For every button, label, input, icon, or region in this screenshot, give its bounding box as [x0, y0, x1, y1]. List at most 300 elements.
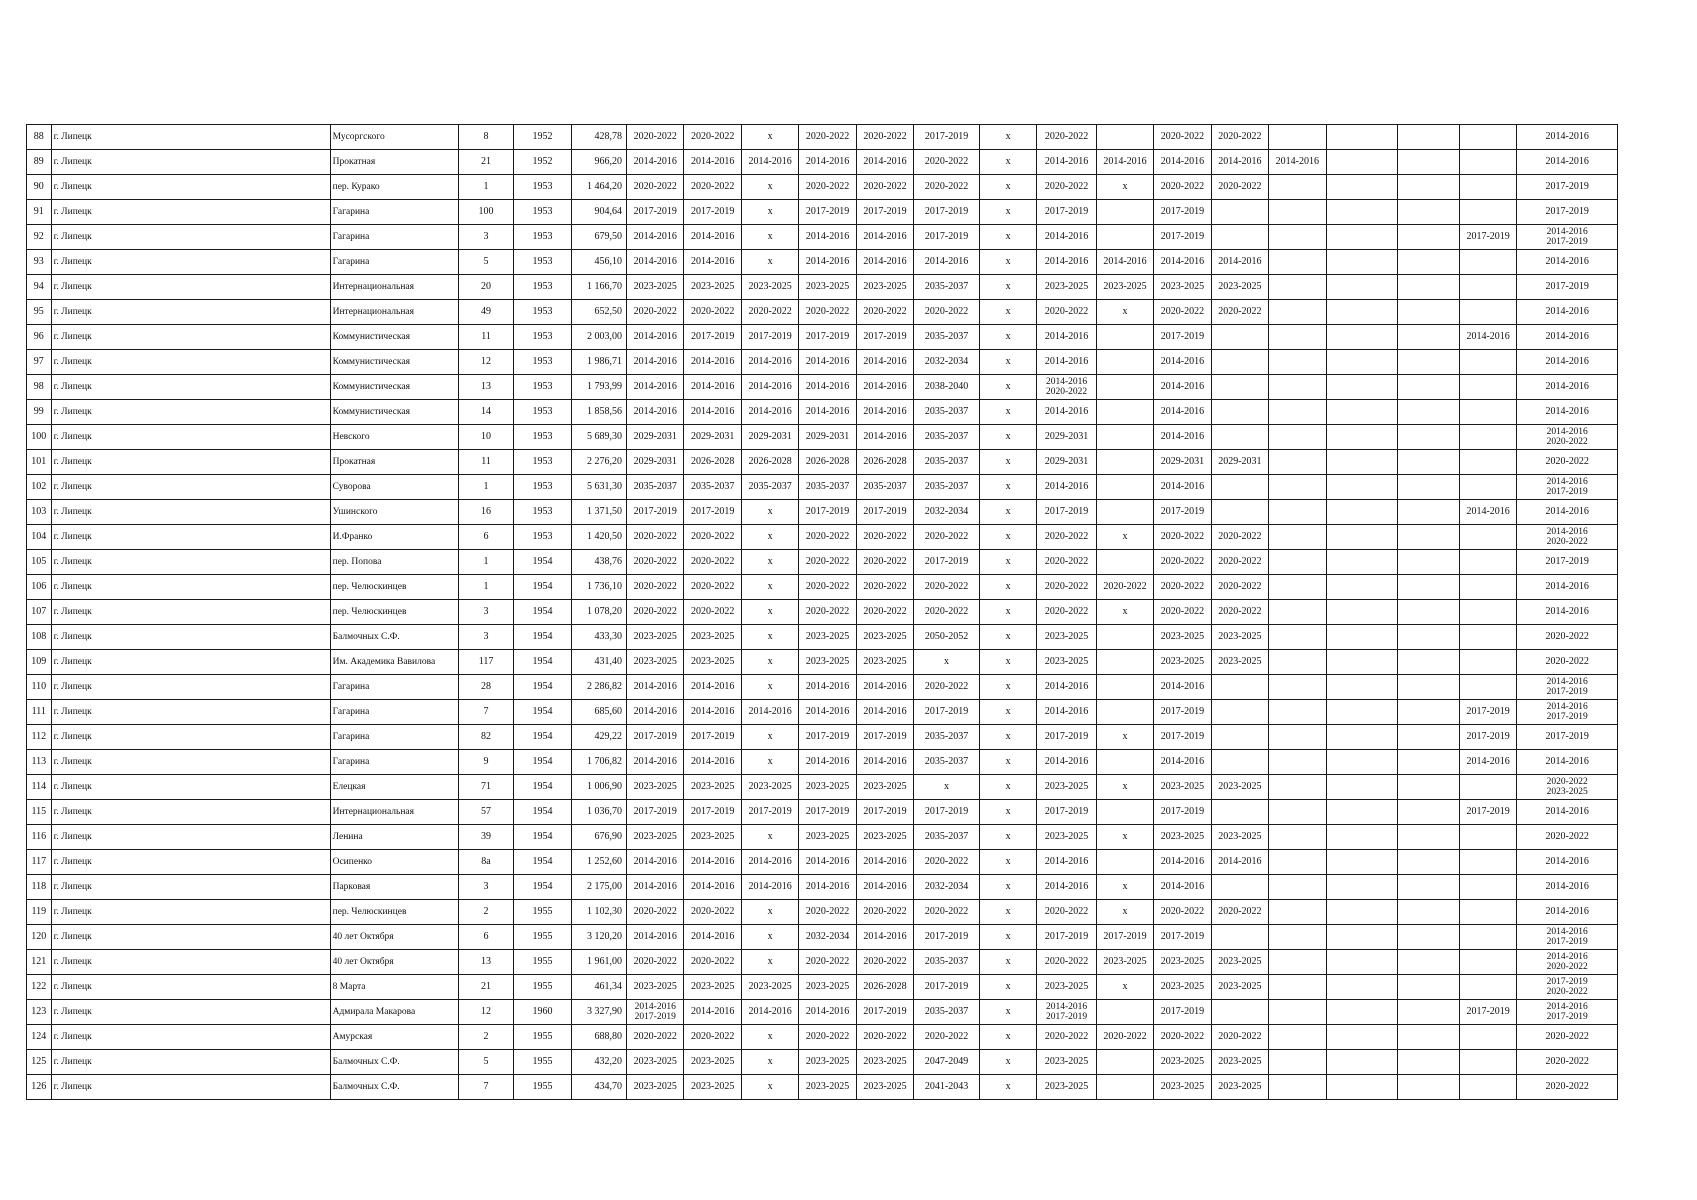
cell-repair-c1: 2023-2025	[627, 1050, 684, 1075]
cell-repair-c5: 2014-2016	[856, 375, 913, 400]
cell-repair-c14	[1398, 400, 1460, 425]
cell-street: 40 лет Октября	[330, 950, 458, 975]
cell-repair-c4: 2023-2025	[799, 275, 856, 300]
cell-repair-c15: 2017-2019	[1459, 700, 1516, 725]
cell-repair-c9: х	[1096, 175, 1153, 200]
cell-repair-c10: 2014-2016	[1154, 750, 1211, 775]
table-row	[27, 125, 1618, 150]
cell-repair-c4: 2014-2016	[799, 1000, 856, 1025]
cell-street: 8 Марта	[330, 975, 458, 1000]
cell-repair-c6: 2017-2019	[914, 550, 980, 575]
cell-repair-c16: 2014-2016	[1517, 875, 1618, 900]
cell-repair-c6: 2020-2022	[914, 150, 980, 175]
cell-house-number: 28	[458, 675, 513, 700]
cell-repair-c13	[1326, 350, 1398, 375]
cell-repair-c5: 2014-2016	[856, 425, 913, 450]
cell-repair-c15	[1459, 600, 1516, 625]
cell-row-number: 96	[27, 325, 52, 350]
cell-repair-c6: 2017-2019	[914, 800, 980, 825]
cell-city: г. Липецк	[51, 1075, 330, 1100]
cell-repair-c13	[1326, 150, 1398, 175]
cell-repair-c14	[1398, 775, 1460, 800]
cell-repair-c5: 2023-2025	[856, 775, 913, 800]
cell-repair-c8: 2020-2022	[1037, 900, 1096, 925]
cell-repair-c14	[1398, 550, 1460, 575]
cell-build-year: 1953	[514, 325, 571, 350]
cell-repair-c13	[1326, 700, 1398, 725]
cell-house-number: 71	[458, 775, 513, 800]
table-row	[27, 650, 1618, 675]
cell-repair-c13	[1326, 175, 1398, 200]
cell-repair-c2: 2020-2022	[684, 600, 741, 625]
cell-repair-c9: х	[1096, 775, 1153, 800]
cell-repair-c10: 2023-2025	[1154, 975, 1211, 1000]
cell-repair-c3: х	[741, 900, 798, 925]
cell-area: 431,40	[571, 650, 626, 675]
cell-repair-c9: 2020-2022	[1096, 1025, 1153, 1050]
cell-repair-c5: 2023-2025	[856, 1075, 913, 1100]
cell-street: Им. Академика Вавилова	[330, 650, 458, 675]
cell-house-number: 11	[458, 450, 513, 475]
table-row	[27, 350, 1618, 375]
cell-repair-c1: 2014-2016	[627, 400, 684, 425]
cell-repair-c4: 2014-2016	[799, 850, 856, 875]
cell-repair-c13	[1326, 600, 1398, 625]
cell-repair-c12	[1269, 725, 1326, 750]
cell-repair-c2: 2014-2016	[684, 700, 741, 725]
cell-build-year: 1954	[514, 875, 571, 900]
table-row	[27, 1000, 1618, 1025]
cell-repair-c11: 2020-2022	[1211, 1025, 1268, 1050]
cell-repair-c15	[1459, 1050, 1516, 1075]
cell-repair-c3: 2014-2016	[741, 700, 798, 725]
cell-build-year: 1954	[514, 675, 571, 700]
cell-repair-c9	[1096, 125, 1153, 150]
cell-street: Ушинского	[330, 500, 458, 525]
cell-repair-c10: 2014-2016	[1154, 475, 1211, 500]
table-row	[27, 175, 1618, 200]
cell-repair-c5: 2017-2019	[856, 725, 913, 750]
cell-city: г. Липецк	[51, 950, 330, 975]
cell-repair-c16: 2014-2016	[1517, 250, 1618, 275]
cell-repair-c14	[1398, 450, 1460, 475]
cell-street: Гагарина	[330, 750, 458, 775]
cell-city: г. Липецк	[51, 425, 330, 450]
cell-repair-c16: 2017-2019	[1517, 550, 1618, 575]
cell-repair-c3: х	[741, 1050, 798, 1075]
cell-repair-c9	[1096, 450, 1153, 475]
cell-repair-c10: 2020-2022	[1154, 600, 1211, 625]
cell-build-year: 1952	[514, 150, 571, 175]
cell-repair-c10: 2014-2016	[1154, 150, 1211, 175]
cell-area: 1 036,70	[571, 800, 626, 825]
cell-repair-c16: 2014-2016	[1517, 800, 1618, 825]
cell-repair-c2: 2017-2019	[684, 200, 741, 225]
cell-repair-c9: 2020-2022	[1096, 575, 1153, 600]
cell-repair-c2: 2023-2025	[684, 1050, 741, 1075]
cell-repair-c3: 2020-2022	[741, 300, 798, 325]
table-row	[27, 725, 1618, 750]
cell-row-number: 125	[27, 1050, 52, 1075]
cell-repair-c1: 2014-2016	[627, 225, 684, 250]
cell-repair-c1: 2020-2022	[627, 125, 684, 150]
cell-city: г. Липецк	[51, 450, 330, 475]
cell-repair-c9	[1096, 1000, 1153, 1025]
cell-repair-c15: 2017-2019	[1459, 800, 1516, 825]
cell-city: г. Липецк	[51, 1000, 330, 1025]
cell-repair-c6: 2041-2043	[914, 1075, 980, 1100]
cell-repair-c3: х	[741, 1025, 798, 1050]
cell-repair-c3: 2023-2025	[741, 975, 798, 1000]
cell-repair-c16: 2020-2022	[1517, 1050, 1618, 1075]
cell-repair-c12	[1269, 600, 1326, 625]
cell-repair-c4: 2023-2025	[799, 825, 856, 850]
cell-repair-c14	[1398, 225, 1460, 250]
cell-repair-c1: 2017-2019	[627, 500, 684, 525]
cell-repair-c16: 2020-2022 2023-2025	[1517, 775, 1618, 800]
cell-area: 434,70	[571, 1075, 626, 1100]
cell-repair-c12	[1269, 125, 1326, 150]
cell-repair-c16: 2014-2016 2017-2019	[1517, 700, 1618, 725]
cell-repair-c15	[1459, 1025, 1516, 1050]
cell-repair-c5: 2014-2016	[856, 150, 913, 175]
cell-repair-c9	[1096, 675, 1153, 700]
cell-street: Осипенко	[330, 850, 458, 875]
cell-area: 1 078,20	[571, 600, 626, 625]
cell-repair-c14	[1398, 425, 1460, 450]
cell-repair-c12	[1269, 200, 1326, 225]
cell-repair-c3: х	[741, 650, 798, 675]
cell-repair-c10: 2023-2025	[1154, 950, 1211, 975]
cell-repair-c12	[1269, 775, 1326, 800]
table-row	[27, 1025, 1618, 1050]
cell-repair-c5: 2014-2016	[856, 250, 913, 275]
cell-build-year: 1953	[514, 250, 571, 275]
cell-street: 40 лет Октября	[330, 925, 458, 950]
cell-house-number: 1	[458, 175, 513, 200]
cell-build-year: 1954	[514, 850, 571, 875]
cell-repair-c2: 2020-2022	[684, 300, 741, 325]
cell-repair-c15	[1459, 125, 1516, 150]
cell-repair-c14	[1398, 650, 1460, 675]
cell-area: 428,78	[571, 125, 626, 150]
cell-street: пер. Челюскинцев	[330, 900, 458, 925]
cell-repair-c8: 2014-2016 2020-2022	[1037, 375, 1096, 400]
cell-repair-c4: 2032-2034	[799, 925, 856, 950]
cell-repair-c16: 2014-2016	[1517, 900, 1618, 925]
cell-street: Гагарина	[330, 700, 458, 725]
cell-repair-c3: 2014-2016	[741, 350, 798, 375]
cell-repair-c13	[1326, 500, 1398, 525]
table-row	[27, 750, 1618, 775]
cell-repair-c6: 2020-2022	[914, 175, 980, 200]
cell-area: 429,22	[571, 725, 626, 750]
cell-row-number: 115	[27, 800, 52, 825]
cell-city: г. Липецк	[51, 700, 330, 725]
cell-repair-c8: 2023-2025	[1037, 650, 1096, 675]
cell-repair-c8: 2023-2025	[1037, 1075, 1096, 1100]
cell-repair-c9: х	[1096, 725, 1153, 750]
cell-repair-c2: 2026-2028	[684, 450, 741, 475]
cell-repair-c11: 2020-2022	[1211, 575, 1268, 600]
cell-repair-c9: х	[1096, 300, 1153, 325]
table-row	[27, 575, 1618, 600]
cell-repair-c4: 2020-2022	[799, 600, 856, 625]
cell-repair-c10: 2023-2025	[1154, 625, 1211, 650]
cell-street: Интернациональная	[330, 275, 458, 300]
cell-repair-c13	[1326, 875, 1398, 900]
cell-city: г. Липецк	[51, 825, 330, 850]
cell-repair-c2: 2023-2025	[684, 625, 741, 650]
cell-area: 1 736,10	[571, 575, 626, 600]
cell-street: Елецкая	[330, 775, 458, 800]
cell-row-number: 90	[27, 175, 52, 200]
cell-build-year: 1955	[514, 1075, 571, 1100]
cell-row-number: 124	[27, 1025, 52, 1050]
table-row	[27, 1050, 1618, 1075]
cell-repair-c4: 2014-2016	[799, 225, 856, 250]
cell-repair-c10: 2020-2022	[1154, 300, 1211, 325]
cell-repair-c10: 2029-2031	[1154, 450, 1211, 475]
cell-city: г. Липецк	[51, 375, 330, 400]
cell-repair-c10: 2020-2022	[1154, 550, 1211, 575]
cell-build-year: 1955	[514, 900, 571, 925]
cell-house-number: 14	[458, 400, 513, 425]
cell-repair-c7: х	[979, 150, 1036, 175]
cell-repair-c4: 2017-2019	[799, 200, 856, 225]
cell-repair-c13	[1326, 300, 1398, 325]
cell-area: 5 689,30	[571, 425, 626, 450]
cell-repair-c13	[1326, 725, 1398, 750]
cell-repair-c12	[1269, 850, 1326, 875]
cell-repair-c8: 2017-2019	[1037, 800, 1096, 825]
cell-repair-c8: 2020-2022	[1037, 1025, 1096, 1050]
cell-repair-c13	[1326, 775, 1398, 800]
cell-row-number: 107	[27, 600, 52, 625]
cell-repair-c16: 2014-2016 2017-2019	[1517, 225, 1618, 250]
cell-street: Прокатная	[330, 450, 458, 475]
table-row	[27, 925, 1618, 950]
cell-repair-c1: 2017-2019	[627, 725, 684, 750]
cell-repair-c10: 2014-2016	[1154, 850, 1211, 875]
cell-repair-c14	[1398, 1000, 1460, 1025]
cell-repair-c7: х	[979, 850, 1036, 875]
cell-repair-c2: 2029-2031	[684, 425, 741, 450]
cell-repair-c6: х	[914, 650, 980, 675]
cell-repair-c11	[1211, 475, 1268, 500]
cell-area: 1 371,50	[571, 500, 626, 525]
cell-repair-c10: 2017-2019	[1154, 800, 1211, 825]
cell-house-number: 11	[458, 325, 513, 350]
cell-repair-c9	[1096, 425, 1153, 450]
cell-house-number: 20	[458, 275, 513, 300]
cell-repair-c6: 2035-2037	[914, 425, 980, 450]
cell-area: 1 986,71	[571, 350, 626, 375]
cell-repair-c1: 2020-2022	[627, 175, 684, 200]
cell-repair-c6: 2035-2037	[914, 450, 980, 475]
cell-repair-c4: 2023-2025	[799, 1050, 856, 1075]
cell-repair-c14	[1398, 1050, 1460, 1075]
cell-repair-c11: 2014-2016	[1211, 850, 1268, 875]
cell-repair-c6: 2020-2022	[914, 300, 980, 325]
cell-street: Интернациональная	[330, 300, 458, 325]
cell-repair-c11: 2029-2031	[1211, 450, 1268, 475]
cell-repair-c10: 2014-2016	[1154, 350, 1211, 375]
cell-repair-c4: 2029-2031	[799, 425, 856, 450]
cell-repair-c15	[1459, 175, 1516, 200]
cell-repair-c3: 2014-2016	[741, 850, 798, 875]
cell-repair-c6: 2032-2034	[914, 875, 980, 900]
cell-repair-c7: х	[979, 600, 1036, 625]
cell-repair-c2: 2035-2037	[684, 475, 741, 500]
cell-repair-c3: 2023-2025	[741, 275, 798, 300]
cell-city: г. Липецк	[51, 275, 330, 300]
cell-repair-c4: 2017-2019	[799, 800, 856, 825]
cell-repair-c15	[1459, 300, 1516, 325]
cell-repair-c14	[1398, 875, 1460, 900]
cell-house-number: 100	[458, 200, 513, 225]
cell-repair-c8: 2014-2016	[1037, 350, 1096, 375]
cell-repair-c11	[1211, 675, 1268, 700]
cell-repair-c2: 2020-2022	[684, 175, 741, 200]
cell-repair-c6: 2038-2040	[914, 375, 980, 400]
cell-repair-c6: 2020-2022	[914, 1025, 980, 1050]
cell-repair-c15: 2017-2019	[1459, 1000, 1516, 1025]
cell-repair-c15	[1459, 425, 1516, 450]
cell-repair-c3: 2029-2031	[741, 425, 798, 450]
cell-repair-c5: 2026-2028	[856, 450, 913, 475]
cell-city: г. Липецк	[51, 650, 330, 675]
cell-build-year: 1954	[514, 750, 571, 775]
cell-repair-c6: 2047-2049	[914, 1050, 980, 1075]
table-row	[27, 600, 1618, 625]
cell-repair-c1: 2020-2022	[627, 525, 684, 550]
table-row	[27, 400, 1618, 425]
cell-repair-c7: х	[979, 925, 1036, 950]
cell-repair-c16: 2014-2016	[1517, 150, 1618, 175]
cell-repair-c12	[1269, 500, 1326, 525]
cell-repair-c5: 2020-2022	[856, 900, 913, 925]
cell-repair-c7: х	[979, 250, 1036, 275]
cell-area: 1 102,30	[571, 900, 626, 925]
cell-city: г. Липецк	[51, 725, 330, 750]
cell-repair-c15	[1459, 875, 1516, 900]
housing-repair-schedule-table	[26, 124, 1618, 1100]
cell-city: г. Липецк	[51, 975, 330, 1000]
cell-repair-c15	[1459, 650, 1516, 675]
cell-repair-c9: 2023-2025	[1096, 275, 1153, 300]
table-row	[27, 475, 1618, 500]
cell-repair-c3: 2017-2019	[741, 325, 798, 350]
cell-repair-c14	[1398, 600, 1460, 625]
cell-repair-c15: 2017-2019	[1459, 225, 1516, 250]
cell-street: Амурская	[330, 1025, 458, 1050]
cell-repair-c13	[1326, 975, 1398, 1000]
cell-repair-c10: 2023-2025	[1154, 650, 1211, 675]
cell-repair-c5: 2014-2016	[856, 400, 913, 425]
cell-repair-c13	[1326, 625, 1398, 650]
cell-repair-c14	[1398, 200, 1460, 225]
cell-repair-c1: 2017-2019	[627, 200, 684, 225]
cell-repair-c10: 2014-2016	[1154, 250, 1211, 275]
cell-repair-c2: 2014-2016	[684, 675, 741, 700]
cell-repair-c9	[1096, 625, 1153, 650]
cell-repair-c14	[1398, 250, 1460, 275]
cell-repair-c4: 2014-2016	[799, 700, 856, 725]
cell-repair-c10: 2020-2022	[1154, 575, 1211, 600]
cell-repair-c12	[1269, 925, 1326, 950]
cell-build-year: 1960	[514, 1000, 571, 1025]
cell-area: 2 286,82	[571, 675, 626, 700]
cell-repair-c13	[1326, 550, 1398, 575]
cell-repair-c2: 2014-2016	[684, 225, 741, 250]
cell-repair-c1: 2029-2031	[627, 450, 684, 475]
cell-repair-c16: 2017-2019	[1517, 275, 1618, 300]
cell-street: Коммунистическая	[330, 350, 458, 375]
cell-repair-c9	[1096, 550, 1153, 575]
cell-row-number: 106	[27, 575, 52, 600]
cell-repair-c16: 2017-2019 2020-2022	[1517, 975, 1618, 1000]
cell-repair-c11	[1211, 500, 1268, 525]
cell-house-number: 3	[458, 875, 513, 900]
cell-repair-c10: 2014-2016	[1154, 375, 1211, 400]
cell-repair-c3: х	[741, 925, 798, 950]
cell-repair-c5: 2023-2025	[856, 275, 913, 300]
cell-repair-c14	[1398, 500, 1460, 525]
cell-repair-c11: 2023-2025	[1211, 1050, 1268, 1075]
cell-row-number: 102	[27, 475, 52, 500]
cell-house-number: 57	[458, 800, 513, 825]
cell-repair-c13	[1326, 400, 1398, 425]
cell-repair-c6: 2035-2037	[914, 950, 980, 975]
cell-area: 1 420,50	[571, 525, 626, 550]
table-row	[27, 975, 1618, 1000]
cell-city: г. Липецк	[51, 850, 330, 875]
cell-repair-c13	[1326, 125, 1398, 150]
cell-repair-c13	[1326, 200, 1398, 225]
cell-house-number: 39	[458, 825, 513, 850]
cell-repair-c11	[1211, 800, 1268, 825]
cell-city: г. Липецк	[51, 325, 330, 350]
cell-repair-c1: 2023-2025	[627, 775, 684, 800]
cell-house-number: 6	[458, 525, 513, 550]
cell-repair-c8: 2014-2016 2017-2019	[1037, 1000, 1096, 1025]
cell-repair-c1: 2035-2037	[627, 475, 684, 500]
cell-repair-c8: 2020-2022	[1037, 175, 1096, 200]
cell-repair-c6: 2035-2037	[914, 400, 980, 425]
table-row	[27, 700, 1618, 725]
cell-house-number: 49	[458, 300, 513, 325]
cell-repair-c13	[1326, 475, 1398, 500]
cell-repair-c12	[1269, 950, 1326, 975]
cell-repair-c7: х	[979, 975, 1036, 1000]
cell-repair-c7: х	[979, 375, 1036, 400]
cell-street: Коммунистическая	[330, 325, 458, 350]
cell-repair-c3: х	[741, 200, 798, 225]
cell-repair-c13	[1326, 225, 1398, 250]
cell-city: г. Липецк	[51, 350, 330, 375]
cell-repair-c14	[1398, 300, 1460, 325]
cell-repair-c4: 2014-2016	[799, 150, 856, 175]
cell-city: г. Липецк	[51, 125, 330, 150]
cell-repair-c1: 2023-2025	[627, 1075, 684, 1100]
cell-repair-c14	[1398, 350, 1460, 375]
cell-city: г. Липецк	[51, 150, 330, 175]
cell-city: г. Липецк	[51, 875, 330, 900]
cell-repair-c10: 2023-2025	[1154, 1050, 1211, 1075]
cell-repair-c14	[1398, 1025, 1460, 1050]
cell-repair-c12	[1269, 450, 1326, 475]
